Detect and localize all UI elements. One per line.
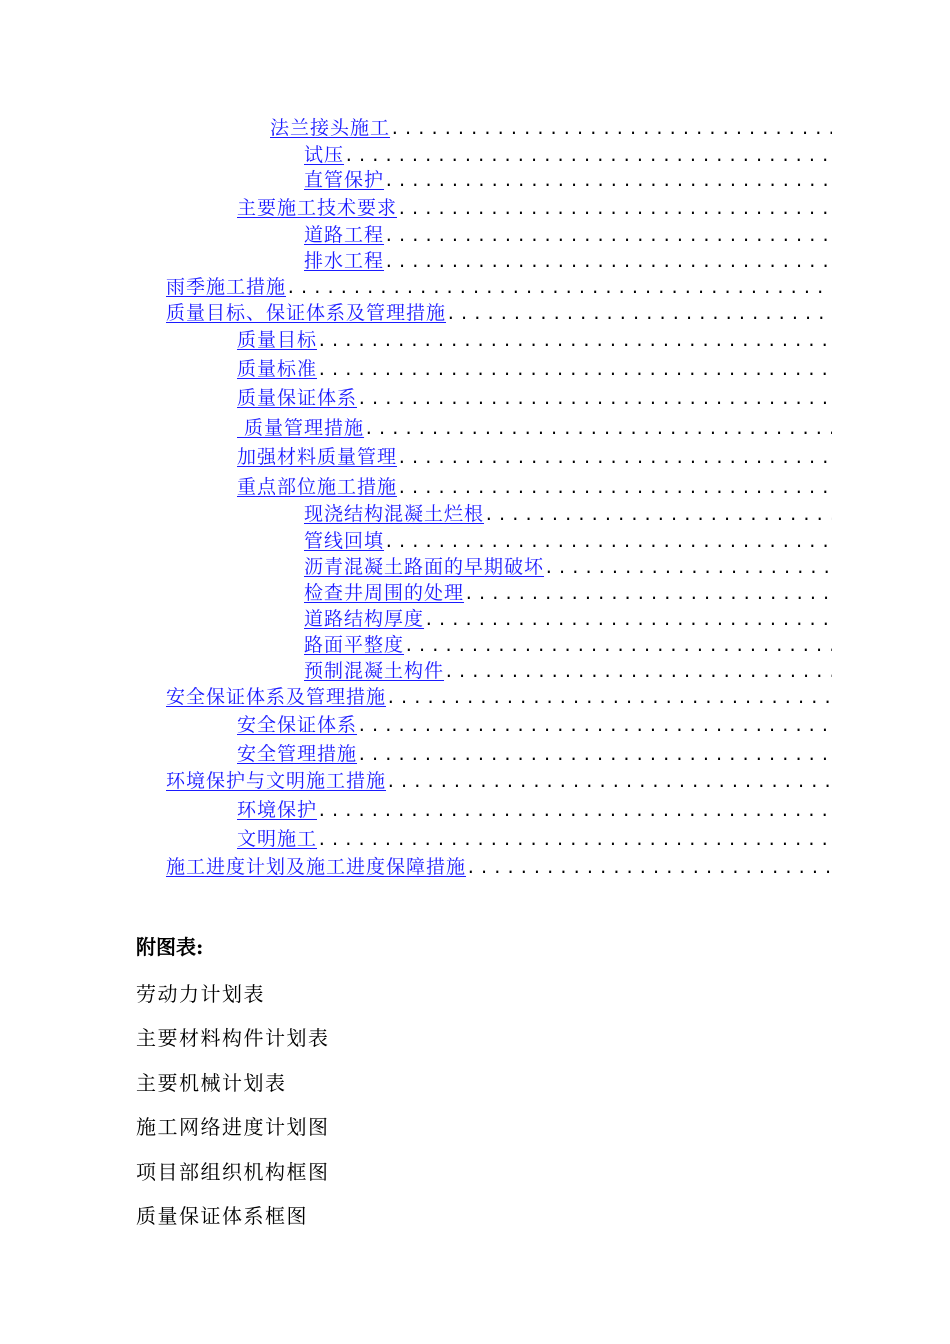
toc-link[interactable]: 路面平整度 [304, 634, 405, 656]
toc-link[interactable]: 管线回填 [304, 530, 385, 552]
toc-dot-leader [444, 661, 832, 683]
toc-entry[interactable] [237, 387, 832, 409]
toc-dot-leader [317, 829, 832, 851]
toc-entry[interactable] [304, 530, 832, 552]
toc-entry[interactable] [237, 358, 832, 380]
toc-entry[interactable] [166, 686, 832, 708]
toc-entry[interactable] [304, 660, 832, 682]
toc-link[interactable]: 质量保证体系 [237, 387, 358, 409]
toc-entry[interactable] [166, 302, 832, 324]
toc-link[interactable]: 沥青混凝土路面的早期破坏 [304, 556, 545, 578]
toc-dot-leader [397, 447, 832, 469]
toc-link[interactable]: 质量标准 [237, 358, 318, 380]
toc-entry[interactable] [237, 476, 832, 498]
toc-dot-leader [466, 857, 832, 879]
toc-dot-leader [424, 609, 832, 631]
appendix-item: 施工网络进度计划图 [136, 1115, 330, 1139]
toc-entry[interactable] [237, 197, 832, 219]
toc-link[interactable]: 检查井周围的处理 [304, 582, 465, 604]
appendix-title: 附图表: [136, 935, 204, 959]
toc-link[interactable]: 雨季施工措施 [166, 276, 287, 298]
toc-link[interactable]: 质量目标 [237, 329, 318, 351]
toc-link[interactable]: 文明施工 [237, 828, 318, 850]
toc-dot-leader [384, 251, 832, 273]
toc-entry[interactable] [304, 250, 832, 272]
toc-entry[interactable] [304, 556, 832, 578]
toc-entry[interactable] [237, 329, 832, 351]
toc-dot-leader [357, 715, 832, 737]
toc-entry[interactable] [166, 856, 832, 878]
toc-entry[interactable] [237, 446, 832, 468]
toc-dot-leader [344, 145, 832, 167]
toc-entry[interactable] [304, 144, 832, 166]
toc-dot-leader [390, 118, 832, 140]
toc-link[interactable]: 道路结构厚度 [304, 608, 425, 630]
toc-entry[interactable] [237, 417, 832, 439]
toc-entry[interactable] [304, 582, 832, 604]
toc-link[interactable]: 预制混凝土构件 [304, 660, 445, 682]
toc-dot-leader [317, 800, 832, 822]
toc-link[interactable]: 环境保护与文明施工措施 [166, 770, 387, 792]
toc-dot-leader [446, 303, 832, 325]
toc-entry[interactable] [304, 608, 832, 630]
toc-entry[interactable] [304, 634, 832, 656]
toc-dot-leader [464, 583, 832, 605]
toc-dot-leader [397, 198, 832, 220]
toc-link[interactable]: 质量管理措施 [237, 417, 365, 439]
toc-entry[interactable] [237, 799, 832, 821]
toc-link[interactable]: 施工进度计划及施工进度保障措施 [166, 856, 467, 878]
toc-dot-leader [386, 687, 832, 709]
toc-dot-leader [357, 744, 832, 766]
toc-link[interactable]: 排水工程 [304, 250, 385, 272]
toc-entry[interactable] [237, 714, 832, 736]
toc-dot-leader [397, 477, 832, 499]
toc-dot-leader [317, 330, 832, 352]
toc-link[interactable]: 安全保证体系 [237, 714, 358, 736]
toc-entry[interactable] [237, 743, 832, 765]
appendix-item: 项目部组织机构框图 [136, 1160, 330, 1184]
toc-link[interactable]: 加强材料质量管理 [237, 446, 398, 468]
toc-link[interactable]: 主要施工技术要求 [237, 197, 398, 219]
appendix-item: 主要机械计划表 [136, 1071, 287, 1095]
toc-link[interactable]: 法兰接头施工 [270, 117, 391, 139]
toc-dot-leader [317, 359, 832, 381]
toc-entry[interactable] [166, 276, 832, 298]
toc-dot-leader [364, 418, 832, 440]
toc-link[interactable]: 直管保护 [304, 169, 385, 191]
toc-link[interactable]: 道路工程 [304, 224, 385, 246]
toc-dot-leader [386, 771, 832, 793]
toc-dot-leader [544, 557, 832, 579]
appendix-item: 劳动力计划表 [136, 982, 265, 1006]
toc-link[interactable]: 重点部位施工措施 [237, 476, 398, 498]
toc-link[interactable]: 安全保证体系及管理措施 [166, 686, 387, 708]
toc-dot-leader [384, 170, 832, 192]
toc-entry[interactable] [304, 503, 832, 525]
toc-dot-leader [384, 531, 832, 553]
toc-dot-leader [286, 277, 832, 299]
toc-dot-leader [384, 225, 832, 247]
toc-link[interactable]: 试压 [304, 144, 345, 166]
appendix-item: 主要材料构件计划表 [136, 1026, 330, 1050]
toc-dot-leader [484, 504, 832, 526]
toc-entry[interactable] [304, 169, 832, 191]
toc-entry[interactable] [304, 224, 832, 246]
toc-link[interactable]: 环境保护 [237, 799, 318, 821]
toc-dot-leader [357, 388, 832, 410]
toc-link[interactable]: 质量目标、保证体系及管理措施 [166, 302, 447, 324]
toc-entry[interactable] [166, 770, 832, 792]
toc-entry[interactable] [237, 828, 832, 850]
toc-dot-leader [404, 635, 832, 657]
toc-link[interactable]: 安全管理措施 [237, 743, 358, 765]
toc-entry[interactable] [270, 117, 832, 139]
appendix-item: 质量保证体系框图 [136, 1204, 308, 1228]
toc-link[interactable]: 现浇结构混凝土烂根 [304, 503, 485, 525]
appendix-section [136, 932, 330, 1228]
